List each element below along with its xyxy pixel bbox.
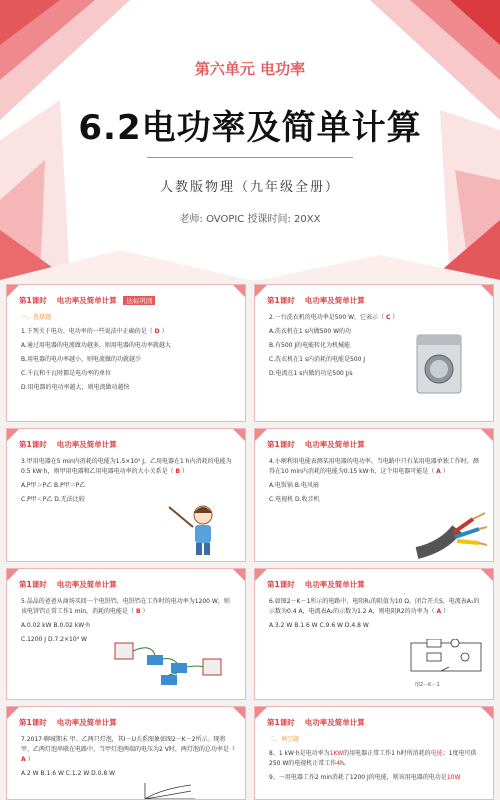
page-title: 6.2电功率及简单计算 bbox=[78, 108, 422, 148]
title-divider bbox=[147, 157, 353, 158]
slide-header: 第1课时 电功率及简单计算 bbox=[267, 296, 365, 305]
teacher-info: 老师: OVOPIC 授课时间: 20XX bbox=[179, 214, 321, 225]
slide-thumbnail-6[interactable] bbox=[254, 568, 494, 700]
slide-content: 6.如图2－K－1所示的电路中，电阻R₁的阻值为10 Ω。闭合开关S，电流表A₁的示数为0.4 A，电流表A₂的示数为1.2 A，则电阻R2的功率为（ A ） A.3.2 W B.1.6 W C.9.6 W D.4.8 W bbox=[269, 598, 480, 629]
washing-machine-icon bbox=[415, 333, 463, 395]
unit-label: 第六单元 电功率 bbox=[194, 60, 306, 78]
slide-thumbnail-3[interactable] bbox=[6, 428, 246, 562]
slide-thumbnail-1[interactable] bbox=[6, 284, 246, 422]
slide-content: 一、选择题 1.下列关于电功、电功率的一些说法中正确的是（ D ） A.通过用电器的电流做功越多，则用电器的电功率就越大 B.用电器的电功率越小，则电流做的功就越少 C.千瓦和千瓦时都是电功率的单位 D.用电器的电功率越大，则电流做功越快 bbox=[21, 314, 171, 391]
slide-header: 第1课时 电功率及简单计算 bbox=[267, 440, 365, 449]
slide-content: 2.一台洗衣机的电功率是500 W，它表示（ C ） A.洗衣机在1 s内做500 W的功 B.有500 J的电能转化为机械能 C.洗衣机在1 s内消耗的电能是500 J D.电流在1 s内做的功是500 J/s bbox=[269, 314, 399, 377]
slide-content: 4.小刚利用电能表测某用电器的电功率。当电路中只有某用电器单独工作时，测得在10 min内消耗的电能为0.15 kW·h，这个用电器可能是（ A ） A.电饭锅 B.电风扇 C.电视机 D.收音机 bbox=[269, 458, 479, 503]
slide-thumbnail-8[interactable] bbox=[254, 706, 494, 800]
slide-header: 第1课时 电功率及简单计算 bbox=[19, 440, 117, 449]
slide-header: 第1课时 电功率及简单计算 bbox=[267, 580, 365, 589]
slide-content: 5.晶晶的爸爸从商场买回一个电饼铛，电饼铛在工作时的电功率为1200 W，则该电饼铛正常工作1 min，消耗的电能是（ B ） A.0.02 kW B.0.02 kW·h C.1200 J D.7.2×10⁴ W bbox=[21, 598, 230, 643]
title-slide bbox=[0, 0, 500, 280]
iu-graph-icon bbox=[141, 783, 197, 800]
figure-label: 图2－K－1 bbox=[415, 682, 440, 688]
slide-header: 第1课时 电功率及简单计算 达标巩固 bbox=[19, 295, 155, 306]
power-cable-icon bbox=[413, 507, 489, 559]
subtitle: 人教版物理（九年级全册） bbox=[159, 180, 340, 195]
slide-thumbnail-7[interactable] bbox=[6, 706, 246, 800]
slide-thumbnail-4[interactable] bbox=[254, 428, 494, 562]
status-badge: 达标巩固 bbox=[123, 296, 155, 305]
slide-content: 二、填空题 8、1 kW·h是电功率为1KW的用电器正常工作1 h时所消耗的电能；1度电可供250 W的电视机正常工作4h。 9、一用电器工作2 min消耗了1200 J的电能，则该用电器的电功是10W bbox=[269, 736, 477, 781]
circuit-kit-icon bbox=[111, 637, 225, 689]
slide-thumbnail-5[interactable] bbox=[6, 568, 246, 700]
slide-header: 第1课时 电功率及简单计算 bbox=[267, 718, 365, 727]
teacher-cartoon-icon bbox=[167, 497, 227, 559]
slide-thumbnail-2[interactable] bbox=[254, 284, 494, 422]
slide-header: 第1课时 电功率及简单计算 bbox=[19, 718, 117, 727]
circuit-diagram-icon bbox=[405, 639, 489, 677]
slide-content: 7.2017·聊城期末 甲、乙两只灯泡，其I－U关系图象如图2－K－2所示。现将甲、乙两灯泡串联在电路中，当甲灯泡两端的电压为2 V时，两灯泡的总功率是（ A ） A.2 W B.1.6 W C.1.2 W D.0.8 W bbox=[21, 736, 235, 777]
slide-header: 第1课时 电功率及简单计算 bbox=[19, 580, 117, 589]
slide-content: 3.甲用电器在5 min内消耗的电能为1.5×10⁵ J，乙用电器在1 h内消耗的电能为0.5 kW·h，则甲用电器和乙用电器电功率的大小关系是（ B ） A.P甲＞P乙 B.P甲＝P乙 C.P甲＜P乙 D.无法比较 bbox=[21, 458, 232, 503]
